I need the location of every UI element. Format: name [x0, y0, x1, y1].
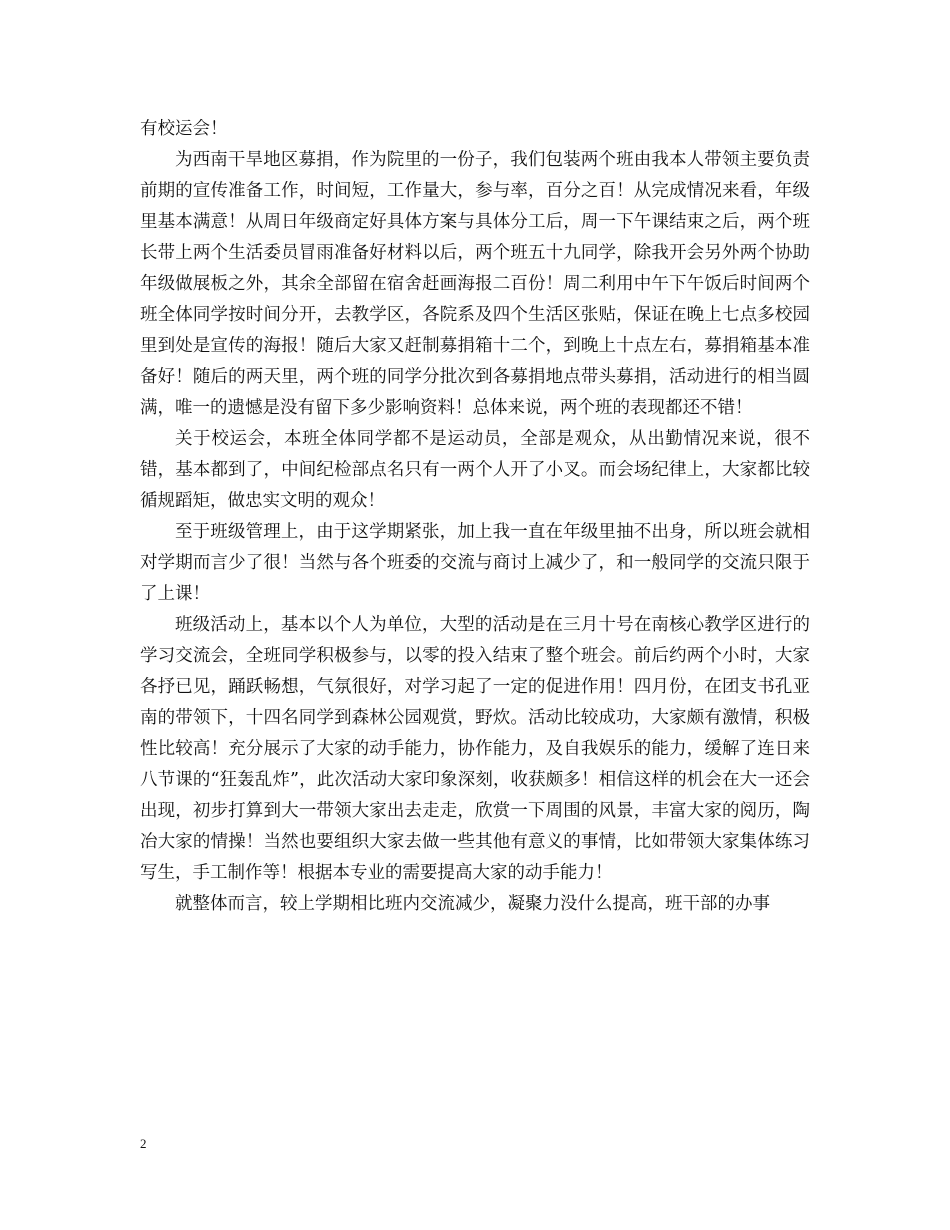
paragraph-class-activities: 班级活动上，基本以个人为单位，大型的活动是在三月十号在南核心教学区进行的学习交流会，全班同学积极参与，以零的投入结束了整个班会。前后约两个小时，大家各抒已见，踊跃畅想，气氛很好，对学习起了一定的促进作用！四月份，在团支书孔亚南的带领下，十四名同学到森林公园观赏，野炊。活动比较成功，大家颇有激情，积极性比较高！充分展示了大家的动手能力，协作能力，及自我娱乐的能力，缓解了连日来八节课的“狂轰乱炸”，此次活动大家印象深刻，收获颇多！相信这样的机会在大一还会出现，初步打算到大一带领大家出去走走，欣赏一下周围的风景，丰富大家的阅历，陶冶大家的情操！当然也要组织大家去做一些其他有意义的事情，比如带领大家集体练习写生，手工制作等！根据本专业的需要提高大家的动手能力！ [140, 615, 810, 883]
paragraph-class-management: 至于班级管理上，由于这学期紧张，加上我一直在年级里抽不出身，所以班会就相对学期而言少了很！当然与各个班委的交流与商讨上减少了，和一般同学的交流只限于了上课！ [140, 522, 810, 604]
page-number: 2 [140, 1136, 147, 1151]
paragraph-continuation: 有校运会！ [140, 119, 228, 139]
paragraph-fundraising: 为西南干旱地区募捐，作为院里的一份子，我们包装两个班由我本人带领主要负责前期的宣传准备工作，时间短，工作量大，参与率，百分之百！从完成情况来看，年级里基本满意！从周日年级商定好具体方案与具体分工后，周一下午课结束之后，两个班长带上两个生活委员冒雨准备好材料以后，两个班五十九同学，除我开会另外两个协助年级做展板之外，其余全部留在宿舍赶画海报二百份！周二利用中午下午饭后时间两个班全体同学按时间分开，去教学区，各院系及四个生活区张贴，保证在晚上七点多校园里到处是宣传的海报！随后大家又赶制募捐箱十二个，到晚上十点左右，募捐箱基本准备好！随后的两天里，两个班的同学分批次到各募捐地点带头募捐，活动进行的相当圆满，唯一的遗憾是没有留下多少影响资料！总体来说，两个班的表现都还不错！ [140, 150, 810, 418]
paragraph-sports-meet: 关于校运会，本班全体同学都不是运动员，全部是观众，从出勤情况来说，很不错，基本都到了，中间纪检部点名只有一两个人开了小叉。而会场纪律上，大家都比较循规蹈矩，做忠实文明的观众！ [140, 429, 810, 511]
document-body [140, 114, 810, 920]
paragraph-overall-summary: 就整体而言，较上学期相比班内交流减少，凝聚力没什么提高，班干部的办事 [175, 894, 770, 914]
